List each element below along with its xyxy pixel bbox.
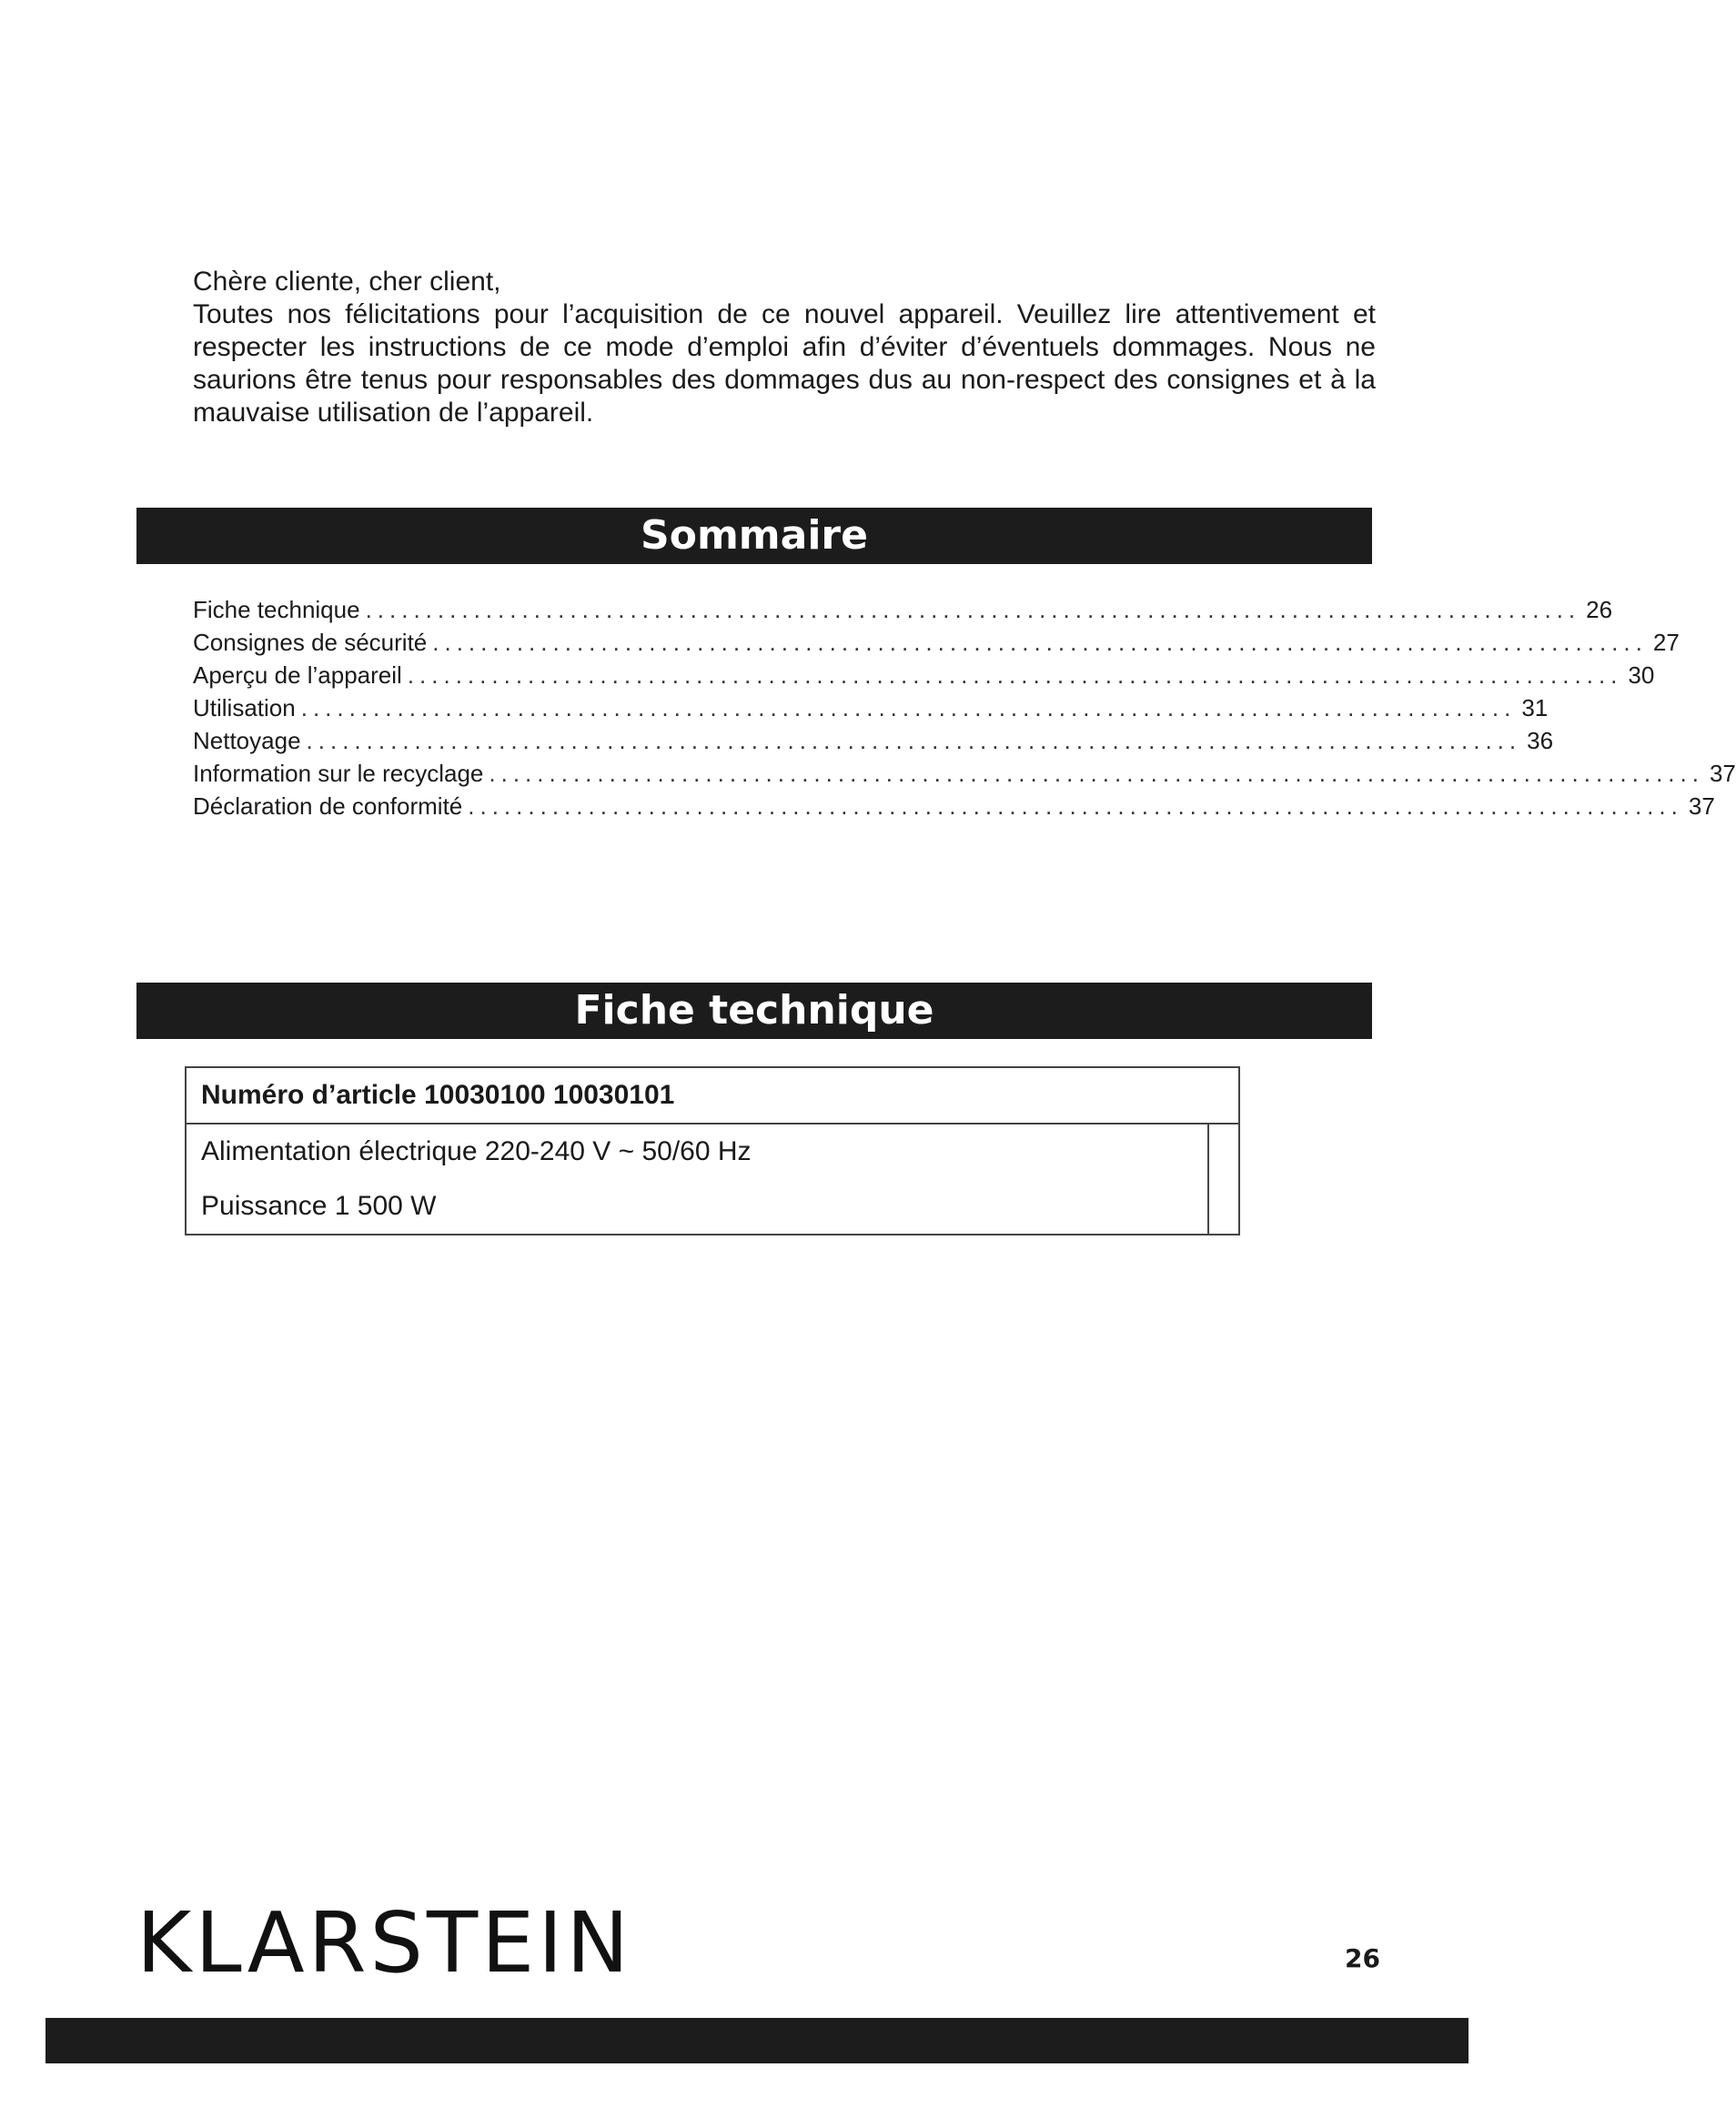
toc-leader-dots: ..................................................................................................... (300, 694, 1517, 721)
toc-entry-title: Nettoyage (193, 727, 301, 754)
spec-right-cell (1208, 1124, 1239, 1235)
toc-leader-dots: ..................................................................................................... (306, 727, 1522, 754)
toc-entry[interactable] (193, 659, 1655, 691)
toc-entry-page: 30 (1628, 661, 1655, 689)
intro-paragraph: Toutes nos félicitations pour l’acquisition de ce nouvel appareil. Veuillez lire attentivement et respecter les instructions de ce mode d’emploi afin d’éviter d’éventuels dommages. Nous ne saurions être tenus pour responsables des dommages dus au non-respect des consignes et à la mauvaise utilisation de l’appareil. (193, 299, 1376, 428)
toc-entry[interactable] (193, 790, 1715, 822)
toc-entry-page: 37 (1709, 760, 1736, 787)
toc-entry-page: 31 (1521, 694, 1549, 721)
table-of-contents (193, 593, 1736, 822)
intro-text (193, 266, 1376, 429)
toc-leader-dots: ..................................................................................................... (489, 760, 1704, 787)
toc-entry-title: Fiche technique (193, 596, 360, 623)
toc-entry[interactable] (193, 691, 1549, 724)
toc-leader-dots: ..................................................................................................... (432, 629, 1648, 656)
toc-entry[interactable] (193, 626, 1680, 659)
sommaire-heading: Sommaire (136, 508, 1372, 564)
toc-entry[interactable] (193, 593, 1613, 626)
toc-entry-title: Déclaration de conformité (193, 792, 463, 820)
toc-leader-dots: ..................................................................................................... (468, 792, 1683, 820)
toc-entry-page: 27 (1652, 629, 1680, 656)
power-supply-text: Alimentation électrique 220-240 V ~ 50/60 Hz (201, 1136, 752, 1166)
toc-entry[interactable] (193, 724, 1554, 757)
toc-entry-page: 36 (1527, 727, 1554, 754)
greeting: Chère cliente, cher client, (193, 267, 501, 297)
toc-entry-title: Consignes de sécurité (193, 629, 428, 656)
toc-entry-title: Utilisation (193, 694, 296, 721)
power-text: Puissance 1 500 W (201, 1191, 437, 1221)
toc-entry-title: Aperçu de l’appareil (193, 661, 402, 689)
brand-logo: KLARSTEIN (136, 1894, 633, 1992)
toc-entry-page: 37 (1688, 792, 1715, 820)
spec-left-cell (186, 1124, 1208, 1235)
footer-bar (45, 2018, 1469, 2063)
toc-entry[interactable] (193, 757, 1736, 790)
toc-entry-page: 26 (1586, 596, 1613, 623)
fiche-technique-heading: Fiche technique (136, 983, 1372, 1039)
toc-entry-title: Information sur le recyclage (193, 760, 484, 787)
toc-leader-dots: ..................................................................................................... (407, 661, 1623, 689)
page-number: 26 (1345, 1943, 1380, 1973)
toc-leader-dots: ..................................................................................................... (365, 596, 1581, 623)
spec-table (185, 1066, 1240, 1235)
article-number-cell: Numéro d’article 10030100 10030101 (186, 1067, 1239, 1124)
